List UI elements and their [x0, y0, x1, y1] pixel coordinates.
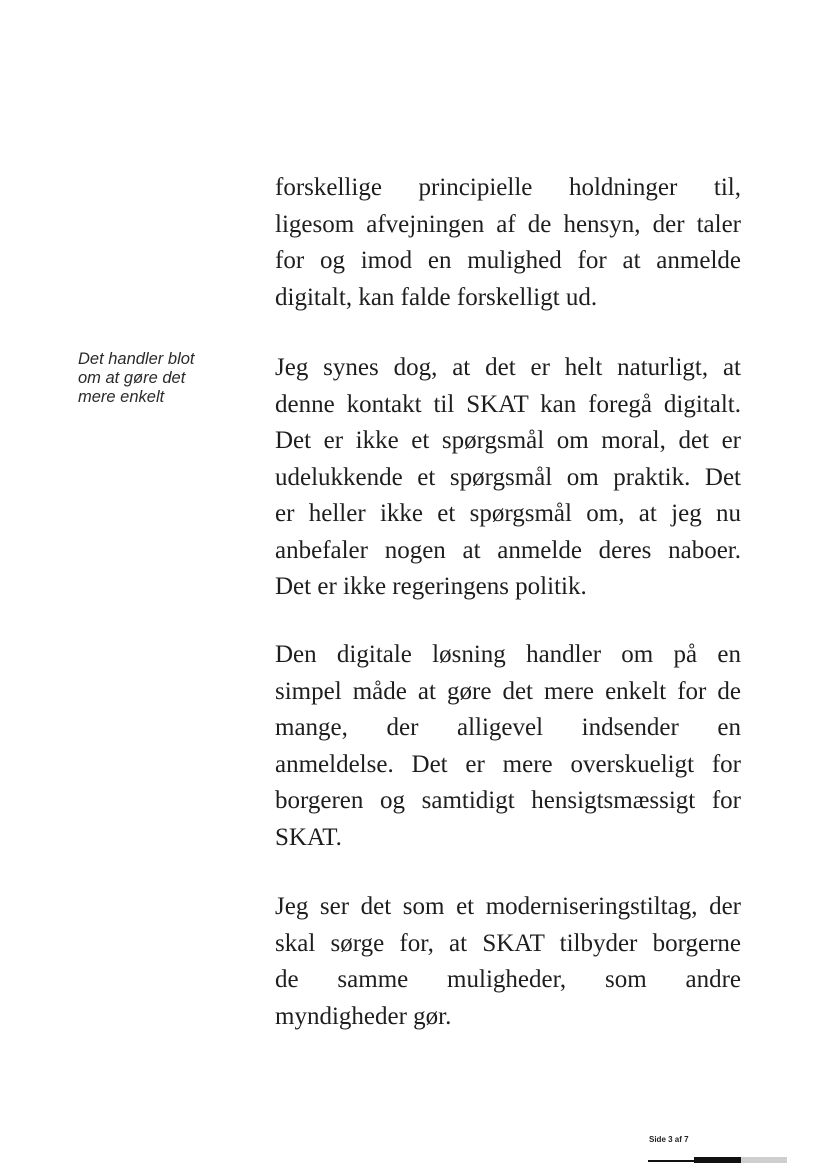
paragraph-2 [275, 350, 741, 606]
text-line: digitalt, kan falde forskelligt ud. [275, 283, 598, 311]
margin-note-line: mere enkelt [78, 388, 165, 406]
text-line: anmeldelse. Det er mere overskueligt for [275, 750, 741, 778]
text-line: denne kontakt til SKAT kan foregå digitalt. [275, 390, 741, 418]
footer-rule [648, 1160, 694, 1162]
text-line: forskellige principielle holdninger til, [275, 174, 741, 201]
text-line: mange, der alligevel indsender en [275, 714, 741, 741]
text-line: Jeg ser det som et moderniseringstiltag, der [275, 893, 741, 920]
text-line: de samme muligheder, som andre [275, 966, 741, 993]
page-number: Side 3 af 7 [649, 1135, 689, 1144]
text-line: myndigheder gør. [275, 1002, 452, 1030]
text-line: er heller ikke et spørgsmål om, at jeg nu [275, 500, 741, 527]
text-line: simpel måde at gøre det mere enkelt for de [275, 677, 741, 705]
text-line: ligesom afvejningen af de hensyn, der taler [275, 210, 741, 238]
margin-note [78, 350, 238, 407]
text-line: udelukkende et spørgsmål om praktik. Det [275, 463, 741, 491]
text-line: borgeren og samtidigt hensigtsmæssigt for [275, 787, 741, 814]
margin-note-line: om at gøre det [78, 369, 186, 387]
text-line: Den digitale løsning handler om på en [275, 641, 741, 668]
text-line: Det er ikke et spørgsmål om moral, det er [275, 427, 741, 454]
footer-progress-dark [694, 1157, 741, 1163]
margin-note-line: Det handler blot [78, 350, 195, 368]
text-line: Jeg synes dog, at det er helt naturligt, at [275, 354, 741, 381]
text-line: SKAT. [275, 823, 342, 851]
paragraph-3 [275, 637, 741, 856]
text-line: for og imod en mulighed for at anmelde [275, 247, 741, 274]
paragraph-1 [275, 170, 741, 316]
text-line: Det er ikke regeringens politik. [275, 573, 587, 600]
paragraph-4 [275, 889, 741, 1035]
footer-progress-light [741, 1157, 787, 1163]
text-line: skal sørge for, at SKAT tilbyder borgerne [275, 929, 741, 957]
text-line: anbefaler nogen at anmelde deres naboer. [275, 536, 741, 564]
